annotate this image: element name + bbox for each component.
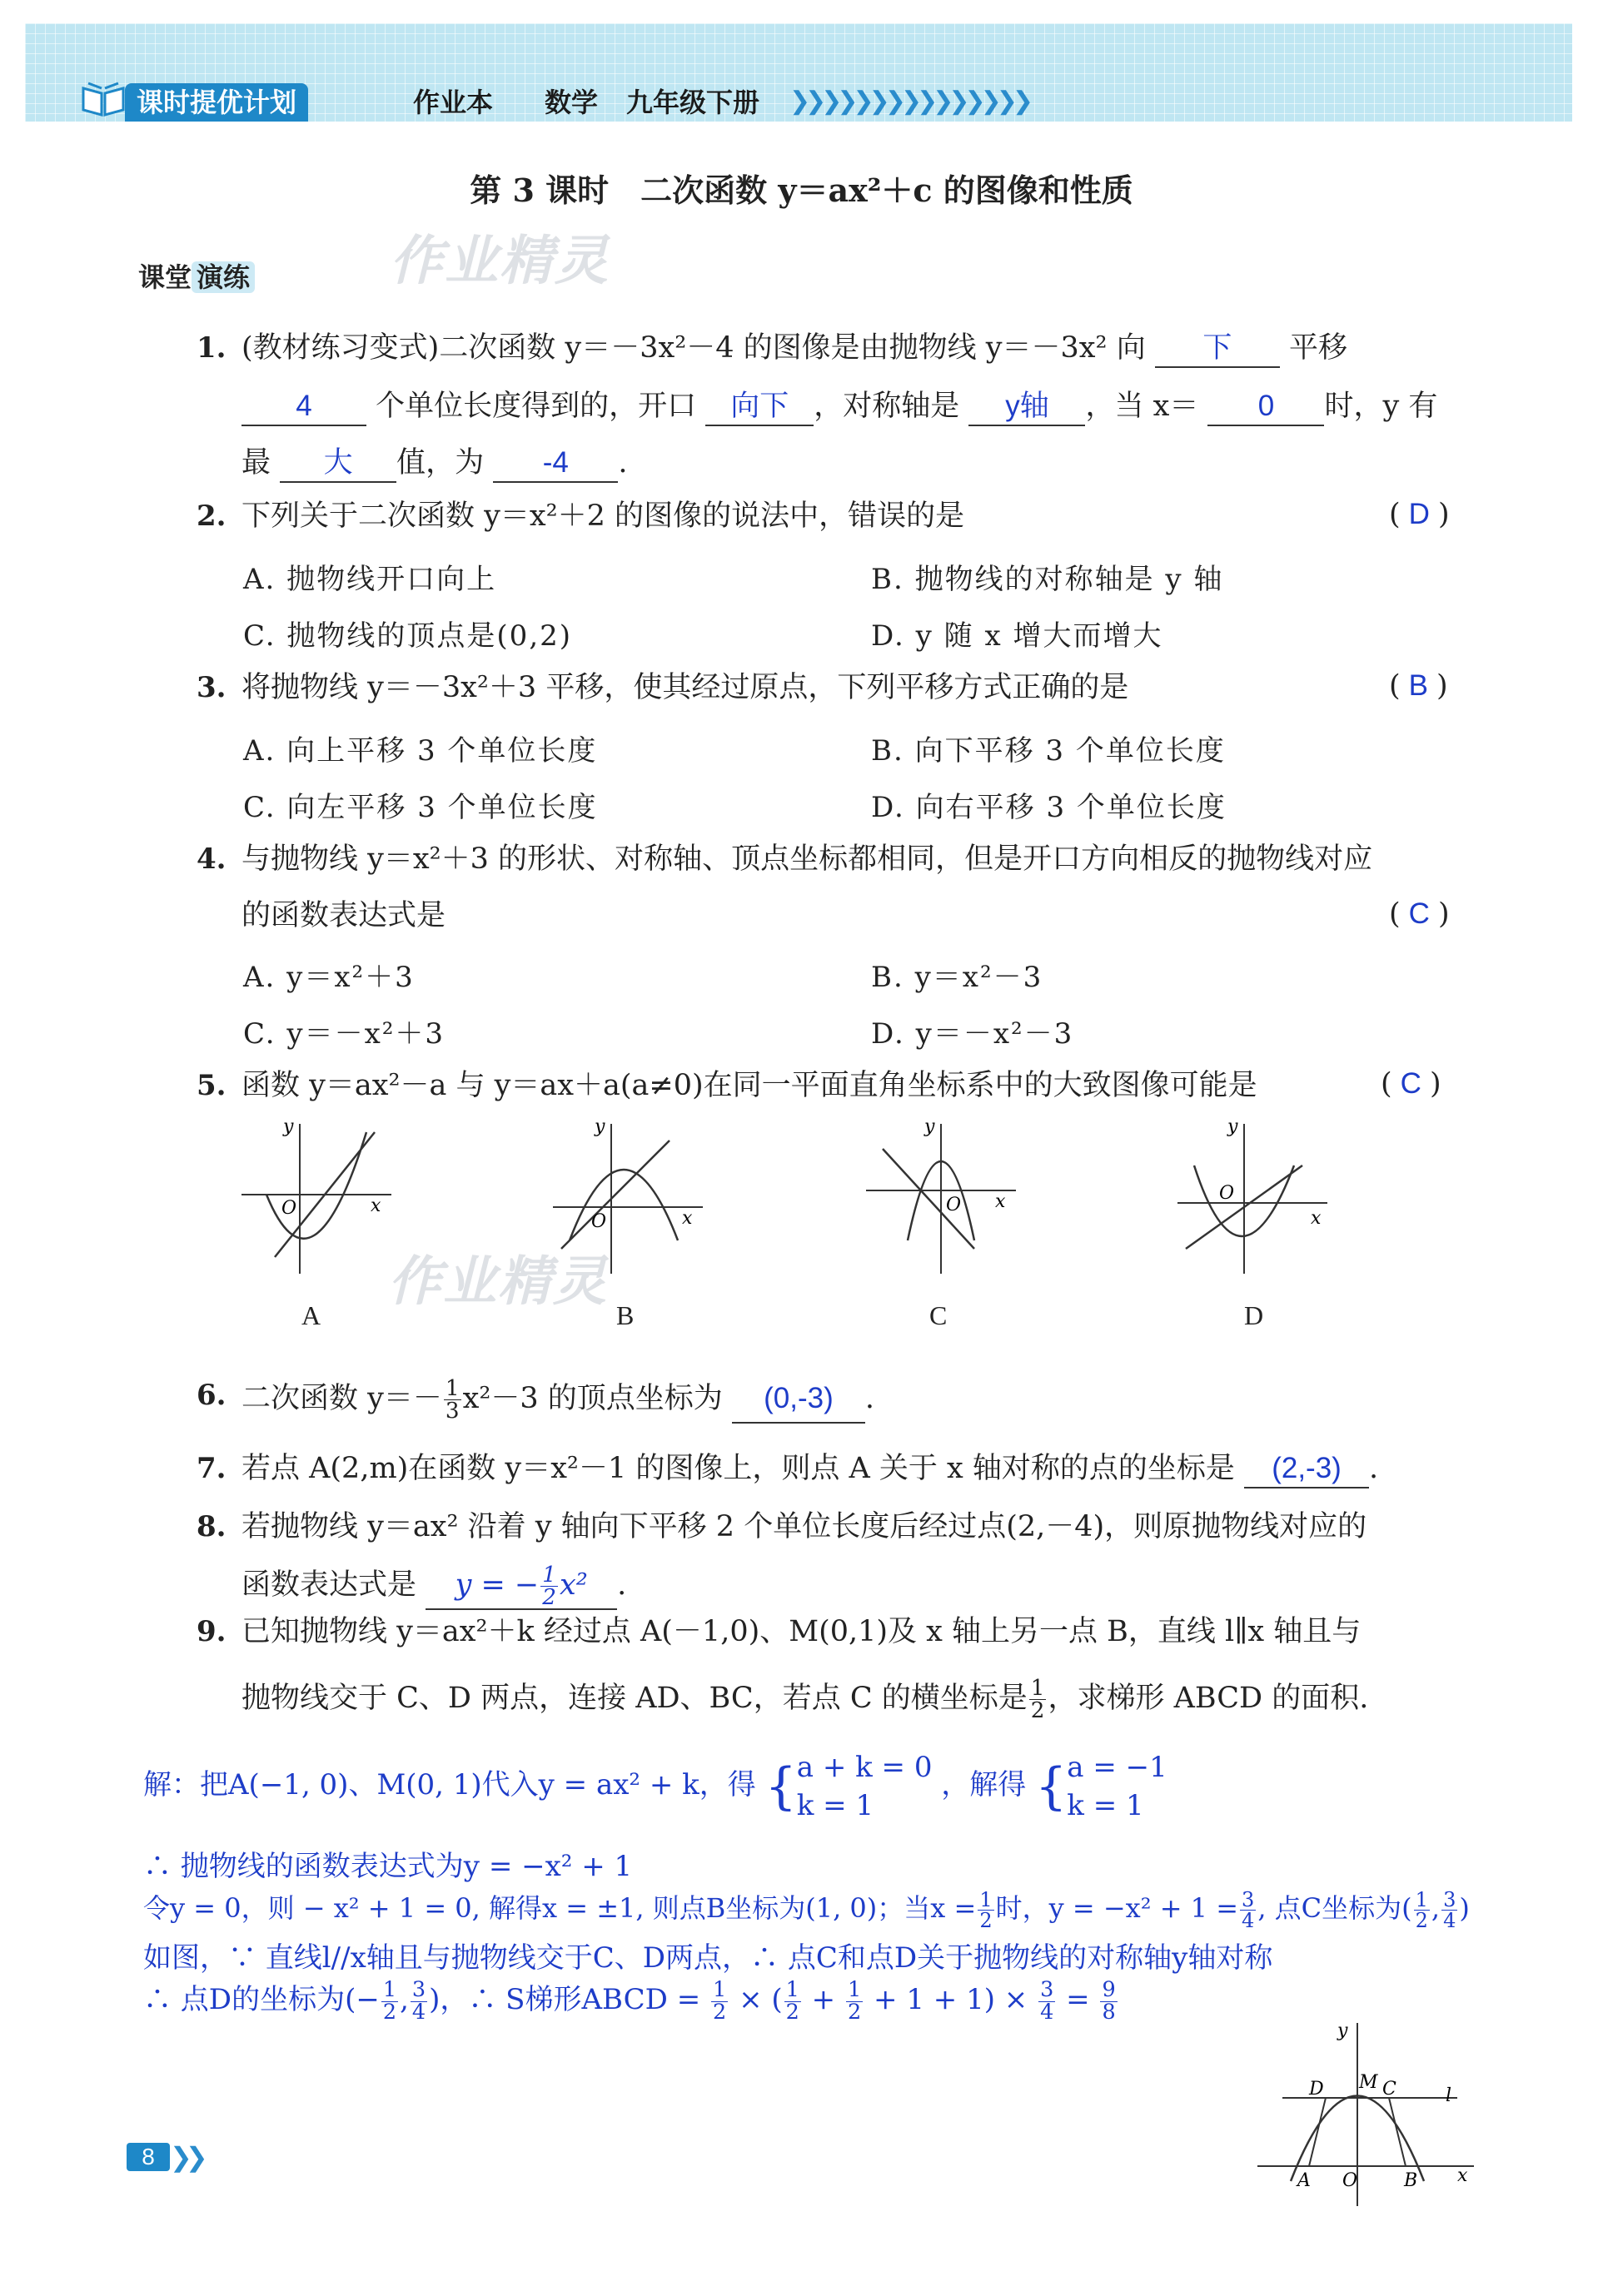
q5-caption-b: B bbox=[616, 1300, 635, 1330]
q5c-origin-label: O bbox=[946, 1195, 962, 1215]
solution-frac-num: 1 bbox=[847, 1977, 862, 2002]
q1-line1 bbox=[241, 330, 1347, 368]
q7-blank: (2,-3) bbox=[1244, 1450, 1369, 1488]
solution-text: = bbox=[1066, 1983, 1090, 2016]
q8-text: . bbox=[617, 1568, 627, 1602]
q5-caption-d: D bbox=[1244, 1300, 1264, 1330]
q2-option-a: A. 抛物线开口向上 bbox=[243, 563, 497, 596]
fig-label-d: D bbox=[1309, 2079, 1324, 2100]
q5d-x-label: x bbox=[1311, 1208, 1322, 1229]
q8-blank-prefix: y = − bbox=[455, 1568, 540, 1602]
solution-frac-num: 3 bbox=[1040, 1977, 1054, 2002]
q8-text-a: 若抛物线 y＝ax² 沿着 y 轴向下平移 2 个单位长度后经过点(2,－4)，则原抛物线对应的 bbox=[241, 1510, 1367, 1543]
q3-option-c: C. 向左平移 3 个单位长度 bbox=[243, 791, 598, 824]
q1-number: 1. bbox=[197, 331, 227, 365]
q6-blank: (0,-3) bbox=[732, 1375, 865, 1424]
q5-caption-a: A bbox=[301, 1300, 321, 1330]
solution-fraction bbox=[711, 1977, 728, 2025]
q5-caption-c: C bbox=[929, 1300, 948, 1330]
q5-graph-c bbox=[858, 1116, 1024, 1282]
solution-text: )，∴ S梯形ABCD = bbox=[429, 1983, 701, 2016]
q5b-origin-label: O bbox=[591, 1211, 607, 1232]
solution-frac-num: 3 bbox=[1443, 1888, 1456, 1911]
q8-blank bbox=[426, 1562, 617, 1610]
solution-system-2 bbox=[1067, 1748, 1167, 1825]
q4-text-a: 与抛物线 y＝x²＋3 的形状、对称轴、顶点坐标都相同，但是开口方向相反的抛物线对应 bbox=[241, 842, 1373, 876]
solution-frac-num: 3 bbox=[411, 1977, 426, 2002]
q1-blank-units: 4 bbox=[241, 388, 366, 426]
solution-fraction bbox=[411, 1977, 427, 2025]
q1-text: . bbox=[618, 446, 628, 480]
q1-blank-maxmin: 大 bbox=[280, 445, 396, 483]
solution-frac-num: 9 bbox=[1102, 1977, 1116, 2002]
solution-frac-den: 2 bbox=[847, 1999, 862, 2025]
section-label-left: 课堂 bbox=[138, 261, 192, 293]
solution-frac-den: 2 bbox=[785, 1999, 799, 2025]
solution-fraction bbox=[1100, 1977, 1117, 2025]
q5b-x-label: x bbox=[682, 1208, 693, 1229]
solution-text: ，解得 bbox=[941, 1768, 1027, 1802]
solution-frac-den: 4 bbox=[1040, 1999, 1054, 2025]
q2-answer-value: D bbox=[1408, 498, 1430, 530]
q4-option-c: C. y＝－x²＋3 bbox=[243, 1017, 446, 1051]
book-type: 作业本 bbox=[413, 87, 494, 118]
q4-option-a: A. y＝x²＋3 bbox=[243, 961, 415, 994]
q3-answer: ( B ) bbox=[1389, 669, 1448, 703]
solution-frac-num: 1 bbox=[713, 1977, 727, 2002]
q5-graph-d bbox=[1169, 1116, 1336, 1282]
q2-option-c: C. 抛物线的顶点是(0,2) bbox=[243, 619, 573, 653]
q5a-origin-label: O bbox=[281, 1198, 297, 1219]
q3-number: 3. bbox=[197, 671, 227, 704]
q5-answer-value: C bbox=[1400, 1067, 1421, 1100]
q3-text: 将抛物线 y＝－3x²＋3 平移，使其经过原点，下列平移方式正确的是 bbox=[241, 671, 1129, 704]
q9-frac-num: 1 bbox=[1030, 1675, 1045, 1701]
q2-option-d: D. y 随 x 增大而增大 bbox=[871, 619, 1163, 653]
solution-fraction bbox=[784, 1977, 801, 2025]
solution-text: 时，y = −x² + 1 = bbox=[995, 1892, 1239, 1924]
q6-fraction bbox=[444, 1375, 461, 1424]
q1-line2 bbox=[241, 388, 1437, 426]
q1-text: 最 bbox=[241, 446, 271, 480]
q4-answer: ( C ) bbox=[1389, 897, 1450, 931]
grade: 九年级下册 bbox=[626, 87, 760, 118]
q6-number: 6. bbox=[197, 1379, 227, 1412]
q1-text: ，当 x＝ bbox=[1085, 390, 1199, 423]
q8-blank-fraction bbox=[540, 1564, 558, 1609]
solution-system-2-row: a = −1 bbox=[1067, 1751, 1167, 1784]
section-label-right: 演练 bbox=[192, 261, 255, 293]
solution-frac-num: 1 bbox=[785, 1977, 799, 2002]
solution-frac-den: 4 bbox=[1242, 1909, 1255, 1932]
solution-fraction bbox=[1414, 1890, 1430, 1931]
fig-label-y: y bbox=[1337, 2020, 1348, 2041]
solution-fraction bbox=[381, 1977, 398, 2025]
q3-option-d: D. 向右平移 3 个单位长度 bbox=[871, 791, 1227, 824]
q1-text: (教材练习变式)二次函数 y＝－3x²－4 的图像是由抛物线 y＝－3x² 向 bbox=[241, 331, 1146, 365]
q6-frac-num: 1 bbox=[445, 1375, 460, 1401]
fig-label-x: x bbox=[1457, 2165, 1468, 2186]
q7-line bbox=[241, 1450, 1378, 1488]
q4-text-b: 的函数表达式是 bbox=[241, 899, 446, 932]
solution-frac-den: 4 bbox=[1443, 1909, 1456, 1932]
q6-frac-den: 3 bbox=[445, 1399, 460, 1424]
q1-text: 个单位长度得到的，开口 bbox=[376, 390, 697, 423]
q9-text: 抛物线交于 C、D 两点，连接 AD、BC，若点 C 的横坐标是 bbox=[241, 1682, 1028, 1715]
q9-text-a: 已知抛物线 y＝ax²＋k 经过点 A(－1,0)、M(0,1)及 x 轴上另一点 B，直线 l∥x 轴且与 bbox=[241, 1615, 1362, 1648]
q5-answer: ( C ) bbox=[1381, 1067, 1441, 1101]
q5c-x-label: x bbox=[995, 1191, 1006, 1212]
q6-line bbox=[241, 1375, 874, 1424]
q9-line2 bbox=[241, 1673, 1368, 1723]
q8-line2 bbox=[241, 1562, 626, 1610]
q1-text: 平移 bbox=[1288, 331, 1347, 365]
q1-blank-value: -4 bbox=[493, 445, 618, 483]
q4-option-d: D. y＝－x²－3 bbox=[871, 1017, 1074, 1051]
q1-text: 值，为 bbox=[396, 446, 485, 480]
solution-line1 bbox=[143, 1748, 1167, 1825]
chevrons-decoration: ❯❯ bbox=[170, 2141, 202, 2173]
q3-answer-value: B bbox=[1408, 669, 1429, 702]
q5-number: 5. bbox=[197, 1069, 227, 1102]
q4-number: 4. bbox=[197, 842, 227, 876]
solution-system-1 bbox=[797, 1748, 933, 1825]
section-label bbox=[138, 256, 255, 295]
q9-frac-den: 2 bbox=[1030, 1698, 1045, 1723]
solution-frac-den: 4 bbox=[411, 1999, 426, 2025]
q5d-origin-label: O bbox=[1219, 1183, 1235, 1204]
solution-frac-den: 2 bbox=[382, 1999, 397, 2025]
fig-label-b: B bbox=[1404, 2170, 1418, 2191]
q2-answer: ( D ) bbox=[1389, 498, 1450, 531]
solution-frac-den: 2 bbox=[979, 1909, 993, 1932]
q9-fraction bbox=[1029, 1677, 1047, 1722]
solution-text: 令y = 0，则 − x² + 1 = 0, 解得x = ±1, 则点B坐标为(1, 0)；当x = bbox=[143, 1892, 977, 1924]
q9-figure bbox=[1249, 2015, 1482, 2214]
watermark: 作业精灵 bbox=[390, 231, 610, 292]
solution-fraction bbox=[978, 1890, 993, 1931]
q1-text: 时，y 有 bbox=[1324, 390, 1438, 423]
solution-line3: 令y = 0，则 − x² + 1 = 0, 解得x = ±1, 则点B坐标为(1, 0)；当x = $\frac{1}{2}$ 时，y = −x² + 1 = $\frac{3}{4}$ , 点C坐标为( $\frac{1}{2}$ , $\frac{3}{4}$ ) bbox=[143, 1888, 1470, 1932]
q3-option-b: B. 向下平移 3 个单位长度 bbox=[871, 734, 1226, 768]
q8-frac-den: 2 bbox=[542, 1585, 556, 1610]
open-book-icon bbox=[80, 77, 127, 118]
solution-text: ∴ 点D的坐标为(− bbox=[143, 1983, 380, 2016]
solution-system-2-row: k = 1 bbox=[1067, 1789, 1144, 1822]
q2-option-b: B. 抛物线的对称轴是 y 轴 bbox=[871, 563, 1224, 596]
solution-frac-num: 1 bbox=[1415, 1888, 1428, 1911]
fig-label-m: M bbox=[1359, 2072, 1378, 2093]
q1-blank-axis: y轴 bbox=[968, 388, 1085, 426]
solution-system-1-row: a + k = 0 bbox=[796, 1751, 933, 1784]
q4-option-b: B. y＝x²－3 bbox=[871, 961, 1043, 994]
solution-text: 解：把A(−1, 0)、M(0, 1)代入y = ax² + k，得 bbox=[143, 1768, 756, 1802]
q5-graph-a bbox=[233, 1116, 400, 1282]
watermark: 作业精灵 bbox=[388, 1251, 608, 1313]
solution-fraction bbox=[846, 1977, 863, 2025]
q1-text: ，对称轴是 bbox=[814, 390, 960, 423]
solution-frac-den: 8 bbox=[1102, 1999, 1116, 2025]
brand-label: 课时提优计划 bbox=[125, 83, 308, 122]
q1-blank-open: 向下 bbox=[705, 388, 814, 426]
q1-blank-direction: 下 bbox=[1155, 330, 1280, 368]
solution-fraction bbox=[1038, 1977, 1055, 2025]
solution-frac-den: 2 bbox=[1415, 1909, 1428, 1932]
solution-fraction bbox=[1240, 1890, 1256, 1931]
page-number: 8 bbox=[127, 2143, 170, 2171]
solution-line4: 如图，∵ 直线l//x轴且与抛物线交于C、D两点，∴ 点C和点D关于抛物线的对称轴y轴对称 bbox=[143, 1941, 1273, 1975]
q4-answer-value: C bbox=[1408, 897, 1430, 930]
solution-line2: ∴ 抛物线的函数表达式为y = −x² + 1 bbox=[143, 1850, 633, 1883]
q9-number: 9. bbox=[197, 1615, 227, 1648]
q5a-y-label: y bbox=[283, 1116, 294, 1137]
brace-icon: { bbox=[764, 1757, 797, 1816]
solution-text: + 1 + 1) × bbox=[874, 1983, 1028, 2016]
q7-number: 7. bbox=[197, 1452, 227, 1485]
q7-text: . bbox=[1369, 1452, 1379, 1485]
solution-fraction bbox=[1441, 1890, 1457, 1931]
q6-text: . bbox=[864, 1382, 875, 1415]
q2-number: 2. bbox=[197, 499, 227, 533]
q3-option-a: A. 向上平移 3 个单位长度 bbox=[243, 734, 598, 768]
subject: 数学 bbox=[545, 87, 599, 118]
fig-label-o: O bbox=[1342, 2170, 1358, 2191]
q8-frac-num: 1 bbox=[542, 1562, 556, 1588]
q5-text: 函数 y＝ax²－a 与 y＝ax＋a(a≠0)在同一平面直角坐标系中的大致图像可能是 bbox=[241, 1069, 1257, 1102]
q5b-y-label: y bbox=[595, 1116, 605, 1137]
solution-text: , 点C坐标为( bbox=[1257, 1892, 1412, 1924]
solution-frac-num: 1 bbox=[382, 1977, 397, 2002]
q8-blank-suffix: x² bbox=[559, 1568, 588, 1602]
lesson-title: 第 3 课时 二次函数 y＝ax²＋c 的图像和性质 bbox=[470, 171, 1133, 209]
q7-text: 若点 A(2,m)在函数 y＝x²－1 的图像上，则点 A 关于 x 轴对称的点的坐标是 bbox=[241, 1452, 1235, 1485]
q1-blank-x: 0 bbox=[1207, 388, 1324, 426]
solution-frac-den: 2 bbox=[713, 1999, 727, 2025]
q2-text: 下列关于二次函数 y＝x²＋2 的图像的说法中，错误的是 bbox=[241, 499, 965, 533]
chevrons-decoration: ❯❯❯❯❯❯❯❯❯❯❯❯❯❯❯ bbox=[789, 87, 1029, 116]
solution-frac-num: 1 bbox=[979, 1888, 993, 1911]
solution-text: × ( bbox=[739, 1983, 783, 2016]
solution-text: ) bbox=[1459, 1892, 1470, 1924]
brace-icon: { bbox=[1035, 1757, 1068, 1816]
q8-text: 函数表达式是 bbox=[241, 1568, 417, 1602]
fig-label-a: A bbox=[1297, 2170, 1311, 2191]
q5d-y-label: y bbox=[1227, 1116, 1238, 1137]
fig-label-l: l bbox=[1446, 2085, 1452, 2106]
q5c-y-label: y bbox=[924, 1116, 935, 1137]
solution-frac-num: 3 bbox=[1242, 1888, 1255, 1911]
q8-number: 8. bbox=[197, 1510, 227, 1543]
fig-label-c: C bbox=[1382, 2079, 1396, 2100]
q6-text: x²－3 的顶点坐标为 bbox=[462, 1382, 723, 1415]
q9-text: ，求梯形 ABCD 的面积. bbox=[1048, 1682, 1369, 1715]
solution-line5: ∴ 点D的坐标为(− $\frac{1}{2}$ , $\frac{3}{4}$ )，∴ S梯形ABCD = $\frac{1}{2}$ × ( $\frac{1}{2}$ + $\frac{1}{2}$ + 1 + 1) × $\frac{3}{4}$ = $\frac{9}{8}$ bbox=[143, 1977, 1116, 2025]
q5a-x-label: x bbox=[371, 1195, 381, 1216]
q1-line3 bbox=[241, 445, 627, 483]
q6-text: 二次函数 y＝－ bbox=[241, 1382, 442, 1415]
solution-system-1-row: k = 1 bbox=[796, 1789, 874, 1822]
